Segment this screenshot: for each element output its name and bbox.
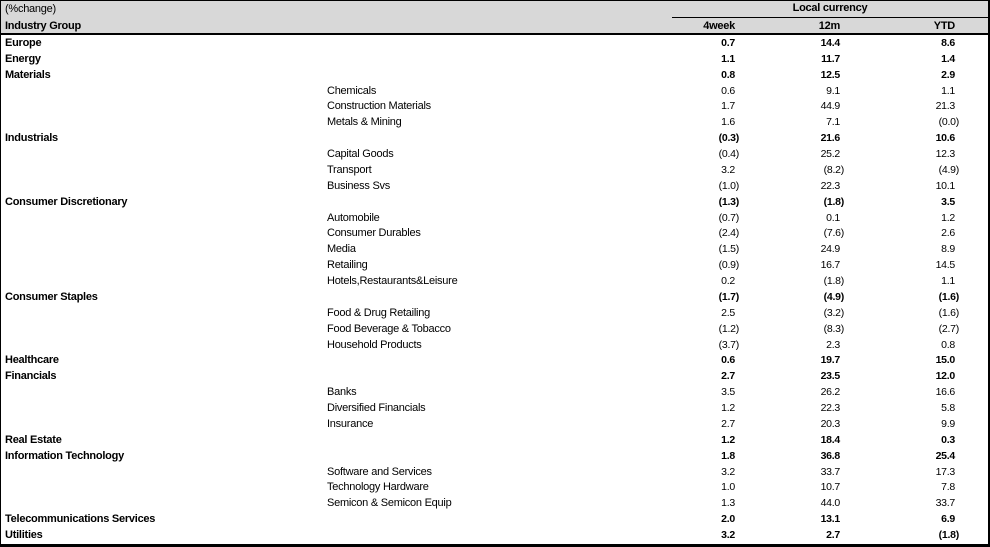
value-4week: 1.1 [721,52,735,65]
value-4week: 0.8 [721,68,735,81]
sub-industry-row [1,257,988,273]
sub-industry-row [1,464,988,480]
value-12m: 11.7 [821,52,840,65]
value-12m: 26.2 [820,386,840,399]
value-4week: (0.7) [718,211,739,224]
industry-group-column-header: Industry Group [5,19,81,32]
value-ytd: 1.4 [941,52,955,65]
value-12m: 44.0 [820,497,840,510]
value-12m: 16.7 [820,259,840,272]
value-12m: (8.2) [823,163,844,176]
value-12m: (1.8) [823,275,844,288]
value-4week: 1.8 [721,449,735,462]
value-ytd: 5.8 [941,402,955,415]
sub-industry-label: Insurance [327,417,374,430]
industry-group-row [1,511,988,527]
sub-industry-label: Metals & Mining [327,116,402,129]
header-row-columns [1,18,988,33]
industry-group-label: Consumer Discretionary [5,195,128,208]
sub-industry-row [1,114,988,130]
value-ytd: 7.8 [941,481,955,494]
value-12m: 14.4 [820,36,840,49]
value-ytd: (1.6) [938,290,959,303]
value-12m: (1.8) [823,195,844,208]
sub-industry-row [1,495,988,511]
column-header-ytd: YTD [933,19,955,32]
value-4week: (0.9) [718,259,739,272]
value-4week: 3.2 [721,529,735,542]
value-ytd: 12.3 [935,148,955,161]
value-12m: 2.7 [826,529,840,542]
value-4week: 2.7 [721,417,735,430]
percent-change-label: (%change) [5,3,56,15]
sub-industry-label: Retailing [327,259,368,272]
value-ytd: 8.6 [941,36,955,49]
industry-group-label: Utilities [5,529,43,542]
sub-industry-row [1,146,988,162]
sub-industry-row [1,305,988,321]
value-12m: 44.9 [820,100,840,113]
sub-industry-row [1,83,988,99]
column-header-4week: 4week [703,19,735,32]
column-header-12m: 12m [818,19,840,32]
value-4week: (1.3) [718,195,739,208]
value-ytd: (1.6) [938,306,959,319]
sub-industry-label: Software and Services [327,465,432,478]
value-4week: 3.2 [721,465,735,478]
value-4week: 1.7 [721,100,735,113]
value-4week: 2.7 [721,370,735,383]
sub-industry-row [1,384,988,400]
industry-group-label: Information Technology [5,449,124,462]
value-4week: 3.2 [721,163,735,176]
sub-industry-label: Food & Drug Retailing [327,306,430,319]
value-ytd: 33.7 [935,497,955,510]
value-4week: (1.2) [718,322,739,335]
sub-industry-label: Transport [327,163,372,176]
value-12m: 36.8 [820,449,840,462]
sub-industry-label: Construction Materials [327,100,431,113]
value-12m: 19.7 [820,354,840,367]
value-ytd: 10.6 [935,132,955,145]
value-12m: 23.5 [820,370,840,383]
industry-group-row [1,35,988,51]
value-12m: 24.9 [820,243,840,256]
value-ytd: 1.1 [941,275,955,288]
local-currency-header [672,1,988,18]
value-12m: 9.1 [826,84,840,97]
sub-industry-row [1,416,988,432]
value-12m: 10.7 [820,481,840,494]
value-4week: 2.5 [721,306,735,319]
value-4week: 1.3 [721,497,735,510]
industry-group-row [1,432,988,448]
value-4week: (1.5) [718,243,739,256]
industry-group-label: Telecommunications Services [5,513,156,526]
value-4week: 1.0 [721,481,735,494]
sub-industry-label: Chemicals [327,84,377,97]
value-ytd: 25.4 [935,449,955,462]
sub-industry-row [1,241,988,257]
local-currency-label: Local currency [792,2,868,14]
value-4week: 3.5 [721,386,735,399]
value-12m: 22.3 [820,179,840,192]
industry-group-row [1,353,988,369]
industry-group-label: Europe [5,36,42,49]
value-4week: 1.2 [721,402,735,415]
value-ytd: (4.9) [938,163,959,176]
value-4week: (1.7) [718,290,739,303]
value-ytd: (1.8) [938,529,959,542]
value-12m: (7.6) [823,227,844,240]
sub-industry-label: Banks [327,386,357,399]
industry-group-label: Materials [5,68,51,81]
sub-industry-row [1,210,988,226]
value-ytd: 8.9 [941,243,955,256]
table-body [1,35,988,543]
value-ytd: (0.0) [938,116,959,129]
value-12m: 33.7 [820,465,840,478]
industry-group-label: Consumer Staples [5,290,98,303]
value-4week: 0.6 [721,354,735,367]
value-12m: (8.3) [823,322,844,335]
sub-industry-label: Diversified Financials [327,402,426,415]
value-4week: 1.2 [721,433,735,446]
value-12m: 13.1 [820,513,840,526]
value-ytd: (2.7) [938,322,959,335]
sub-industry-label: Business Svs [327,179,391,192]
header-row-currency [1,1,988,18]
value-12m: 25.2 [820,148,840,161]
sub-industry-label: Consumer Durables [327,227,421,240]
value-4week: 0.2 [721,275,735,288]
sub-industry-label: Hotels,Restaurants&Leisure [327,275,458,288]
value-4week: 2.0 [721,513,735,526]
value-12m: 18.4 [820,433,840,446]
table-header [1,1,988,35]
value-12m: 21.6 [820,132,840,145]
value-4week: 0.6 [721,84,735,97]
value-4week: (1.0) [718,179,739,192]
value-ytd: 15.0 [935,354,955,367]
industry-group-row [1,527,988,543]
value-ytd: 10.1 [935,179,955,192]
sub-industry-row [1,99,988,115]
value-4week: 0.7 [721,36,735,49]
industry-group-label: Financials [5,370,57,383]
industry-group-label: Healthcare [5,354,59,367]
value-ytd: 0.3 [941,433,955,446]
value-12m: 12.5 [820,68,840,81]
value-ytd: 2.6 [941,227,955,240]
value-12m: (4.9) [823,290,844,303]
value-4week: (2.4) [718,227,739,240]
industry-group-row [1,67,988,83]
value-ytd: 16.6 [935,386,955,399]
value-ytd: 9.9 [941,417,955,430]
value-12m: 2.3 [826,338,840,351]
sub-industry-label: Food Beverage & Tobacco [327,322,451,335]
industry-group-row [1,130,988,146]
sub-industry-row [1,162,988,178]
sub-industry-label: Technology Hardware [327,481,429,494]
value-12m: 0.1 [826,211,840,224]
sub-industry-row [1,273,988,289]
sub-industry-row [1,337,988,353]
value-12m: (3.2) [823,306,844,319]
industry-group-label: Energy [5,52,41,65]
value-12m: 7.1 [826,116,840,129]
industry-group-label: Industrials [5,132,58,145]
value-ytd: 12.0 [935,370,955,383]
value-ytd: 21.3 [935,100,955,113]
value-12m: 22.3 [820,402,840,415]
value-12m: 20.3 [820,417,840,430]
industry-group-row [1,368,988,384]
value-4week: (0.3) [718,132,739,145]
value-ytd: 1.2 [941,211,955,224]
industry-group-row [1,51,988,67]
sub-industry-label: Household Products [327,338,422,351]
industry-group-row [1,194,988,210]
sub-industry-label: Automobile [327,211,380,224]
value-ytd: 6.9 [941,513,955,526]
industry-group-label: Real Estate [5,433,62,446]
sub-industry-label: Semicon & Semicon Equip [327,497,452,510]
value-ytd: 2.9 [941,68,955,81]
value-4week: 1.6 [721,116,735,129]
sub-industry-row [1,480,988,496]
value-ytd: 0.8 [941,338,955,351]
value-ytd: 14.5 [935,259,955,272]
sub-industry-row [1,321,988,337]
value-4week: (3.7) [718,338,739,351]
sub-industry-row [1,178,988,194]
industry-group-row [1,448,988,464]
industry-group-row [1,289,988,305]
sub-industry-row [1,400,988,416]
sub-industry-label: Media [327,243,356,256]
value-ytd: 1.1 [941,84,955,97]
sub-industry-label: Capital Goods [327,148,394,161]
value-ytd: 3.5 [941,195,955,208]
value-ytd: 17.3 [935,465,955,478]
sub-industry-row [1,226,988,242]
value-4week: (0.4) [718,148,739,161]
